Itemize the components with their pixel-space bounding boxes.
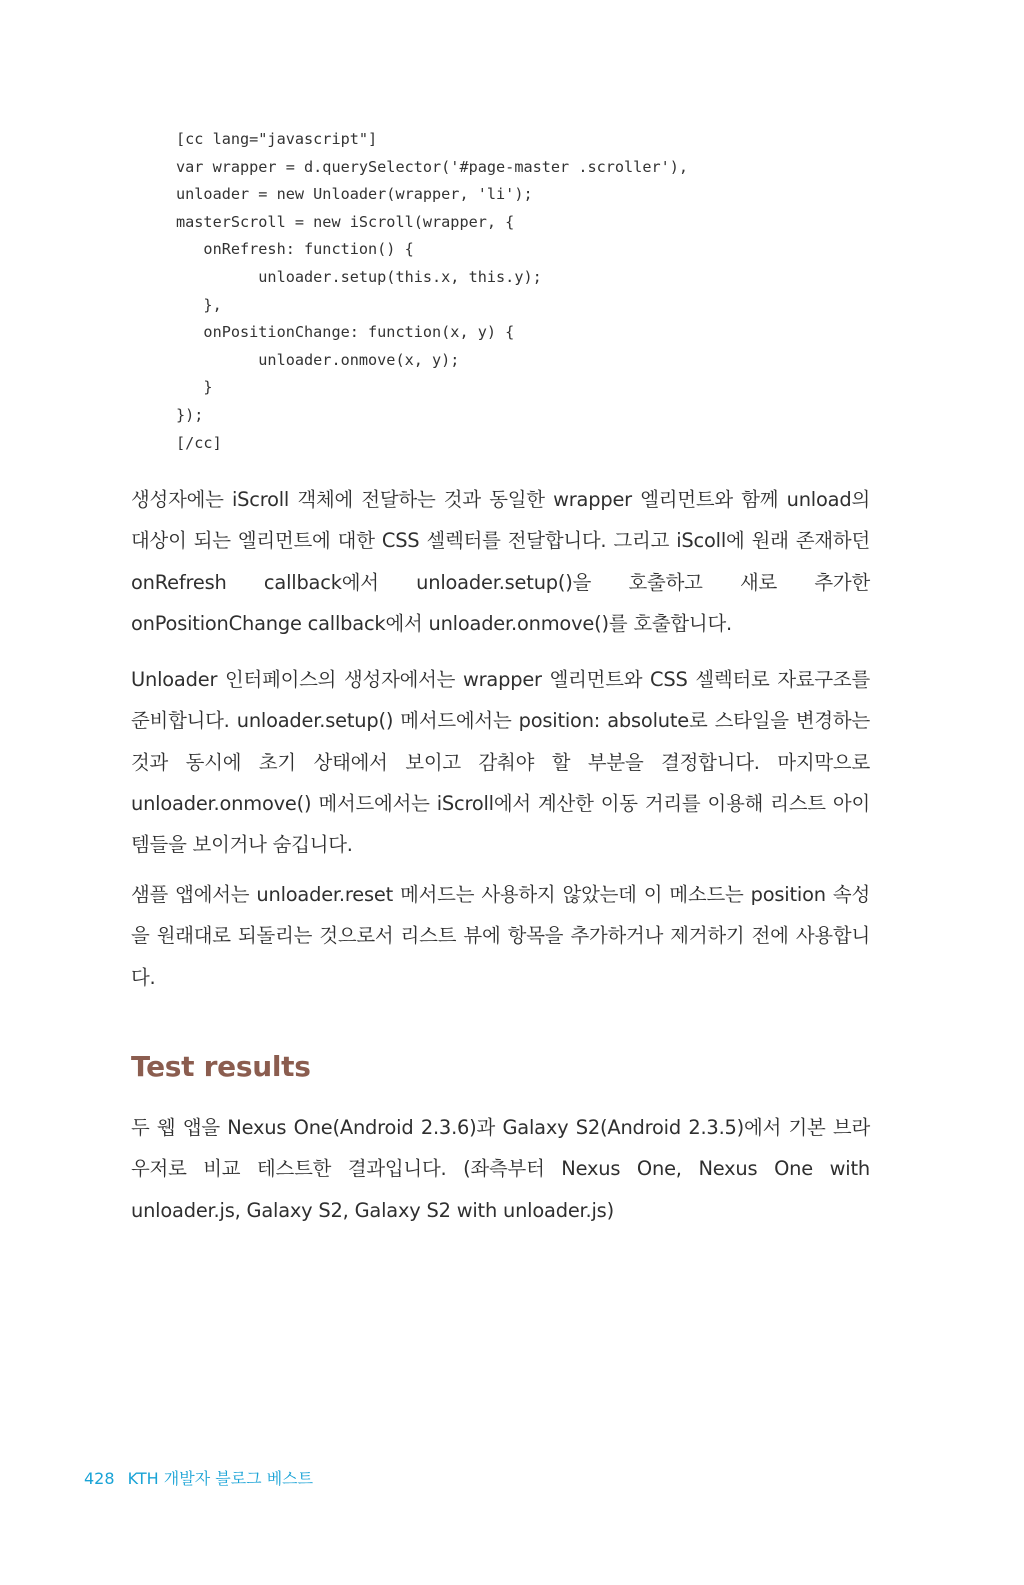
code-line: [/cc] bbox=[176, 433, 222, 452]
code-line: } bbox=[176, 378, 213, 397]
page-footer bbox=[84, 1468, 313, 1490]
book-title: KTH 개발자 블로그 베스트 bbox=[127, 1469, 314, 1488]
code-block bbox=[176, 126, 916, 457]
body-paragraph: 샘플 앱에서는 unloader.reset 메서드는 사용하지 않았는데 이 메소드는 position 속성을 원래대로 되돌리는 것으로서 리스트 뷰에 항목을 추가하거나 제거하기 전에 사용합니다. bbox=[131, 883, 870, 989]
code-line: [cc lang="javascript"] bbox=[176, 130, 378, 148]
code-line: unloader = new Unloader(wrapper, 'li'); bbox=[176, 185, 533, 204]
code-line: var wrapper = d.querySelector('#page-master .scroller'), bbox=[176, 157, 689, 176]
section-heading: Test results bbox=[131, 1050, 311, 1083]
body-paragraph: Unloader 인터페이스의 생성자에서는 wrapper 엘리먼트와 CSS 셀렉터로 자료구조를 준비합니다. unloader.setup() 메서드에서는 position: absolute로 스타일을 변경하는 것과 동시에 초기 상태에서 보이고 감춰야 할 부분을 결정합니다. 마지막으로 unloader.onmove() 메서드에서는 iScroll에서 계산한 이동 거리를 이용해 리스트 아이템들을 보이거나 숨깁니다. bbox=[131, 668, 870, 857]
code-line: }, bbox=[176, 295, 222, 314]
code-line: onPositionChange: function(x, y) { bbox=[176, 323, 515, 342]
body-paragraph: 두 웹 앱을 Nexus One(Android 2.3.6)과 Galaxy S2(Android 2.3.5)에서 기본 브라우저로 비교 테스트한 결과입니다. (좌측부터 Nexus One, Nexus One with unloader.js, Galaxy S2, Galaxy S2 with unloader.js) bbox=[131, 1116, 870, 1222]
page-number: 428 bbox=[84, 1469, 115, 1488]
code-line: onRefresh: function() { bbox=[176, 240, 414, 259]
code-line: masterScroll = new iScroll(wrapper, { bbox=[176, 212, 515, 231]
code-line: }); bbox=[176, 405, 204, 424]
code-line: unloader.onmove(x, y); bbox=[176, 350, 460, 369]
code-line: unloader.setup(this.x, this.y); bbox=[176, 267, 542, 286]
body-paragraph: 생성자에는 iScroll 객체에 전달하는 것과 동일한 wrapper 엘리먼트와 함께 unload의 대상이 되는 엘리먼트에 대한 CSS 셀렉터를 전달합니다. 그리고 iScoll에 원래 존재하던 onRefresh callback에서 unloader.setup()을 호출하고 새로 추가한 onPositionChange callback에서 unloader.onmove()를 호출합니다. bbox=[131, 488, 870, 635]
